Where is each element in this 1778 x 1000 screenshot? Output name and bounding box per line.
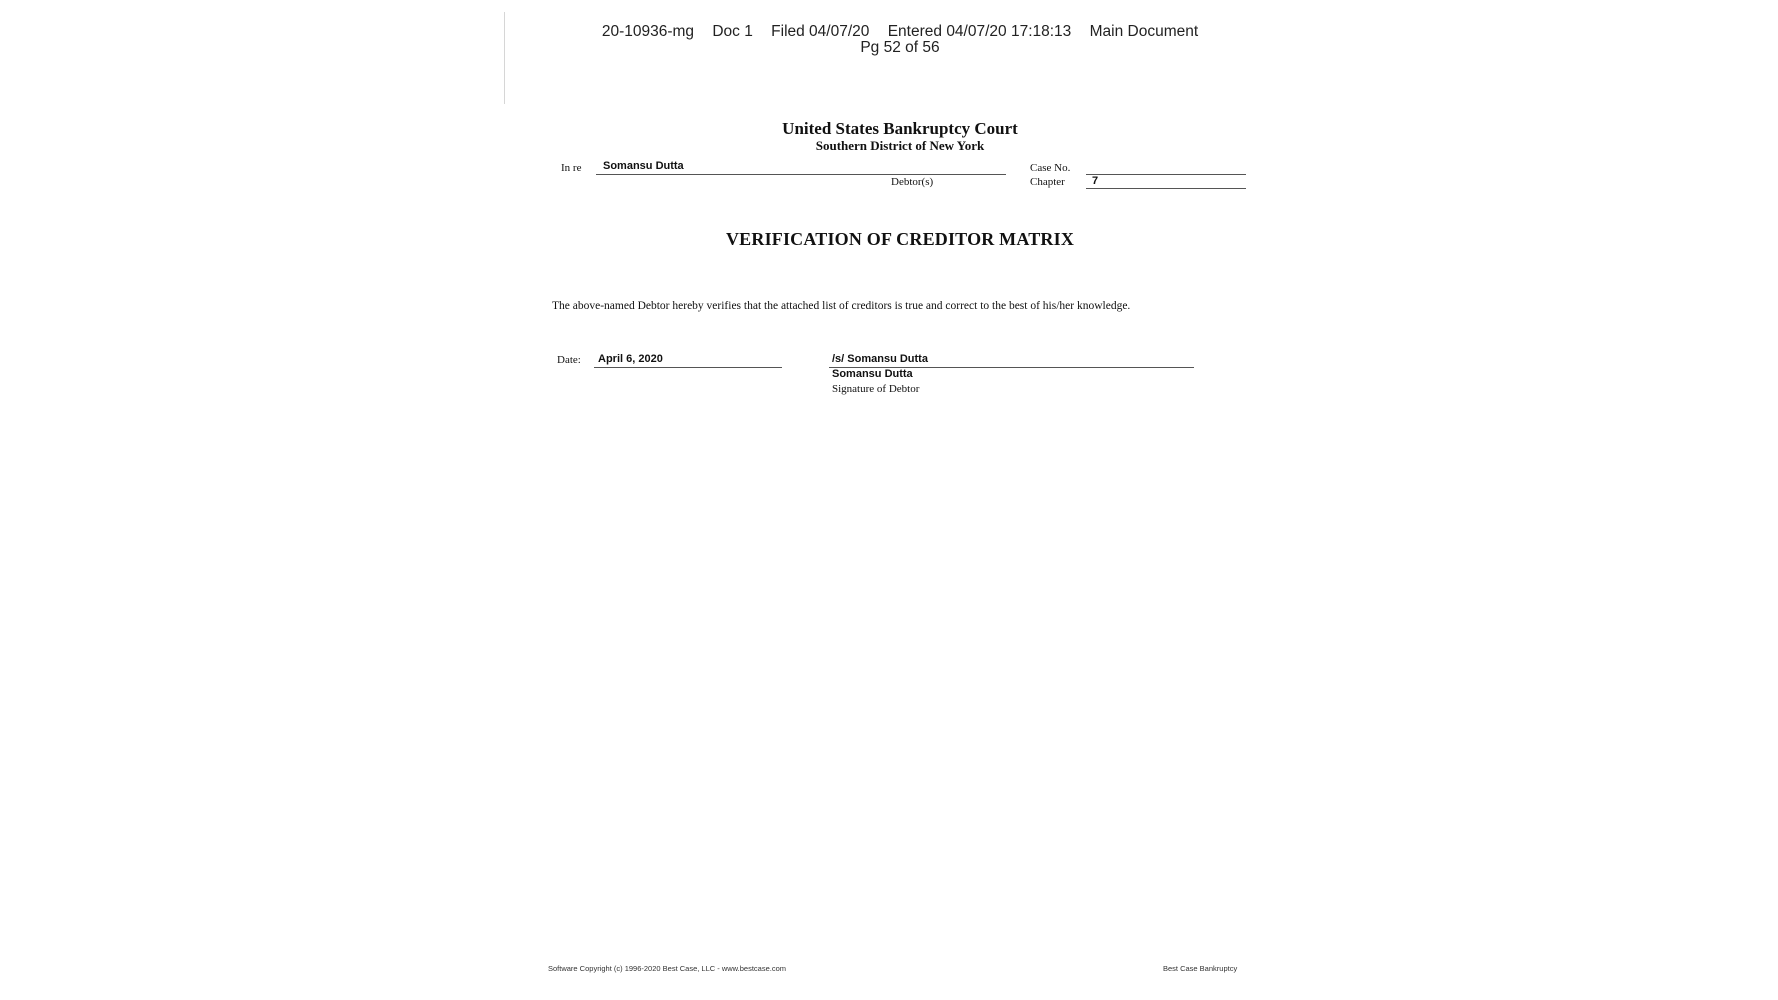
chapter-value: 7: [1092, 175, 1099, 187]
filed-date: Filed 04/07/20: [771, 23, 870, 40]
case-number: 20-10936-mg: [601, 23, 695, 40]
printed-name: Somansu Dutta: [832, 368, 913, 380]
court-name: United States Bankruptcy Court: [782, 119, 1018, 138]
date-value: April 6, 2020: [598, 353, 663, 365]
debtor-name-line: [596, 174, 1006, 175]
electronic-signature: /s/ Somansu Dutta: [832, 353, 928, 365]
date-label: Date:: [557, 354, 581, 366]
chapter-line: [1086, 188, 1246, 189]
page-number: Pg 52 of 56: [860, 39, 940, 56]
doc-number: Doc 1: [712, 23, 753, 40]
in-re-label: In re: [561, 162, 582, 174]
document-type: Main Document: [1089, 23, 1199, 40]
document-title: VERIFICATION OF CREDITOR MATRIX: [725, 229, 1075, 249]
verification-statement: The above-named Debtor hereby verifies that the attached list of creditors is true and correct to the best of his/her knowledge.: [552, 300, 1131, 312]
footer-brand: Best Case Bankruptcy: [1163, 964, 1238, 973]
case-no-label: Case No.: [1030, 162, 1071, 174]
case-no-line: [1086, 174, 1246, 175]
footer-copyright: Software Copyright (c) 1996-2020 Best Case, LLC - www.bestcase.com: [548, 964, 787, 973]
ecf-header-line: [560, 24, 1240, 40]
page-edge-rule: [504, 12, 505, 104]
ecf-filing-header: [560, 24, 1240, 56]
date-line: [594, 367, 782, 368]
debtors-label: Debtor(s): [891, 176, 934, 188]
entered-date: Entered 04/07/20 17:18:13: [887, 23, 1072, 40]
debtor-name: Somansu Dutta: [603, 160, 684, 172]
signature-caption: Signature of Debtor: [832, 383, 920, 395]
chapter-label: Chapter: [1030, 176, 1065, 188]
court-district: Southern District of New York: [815, 138, 985, 153]
